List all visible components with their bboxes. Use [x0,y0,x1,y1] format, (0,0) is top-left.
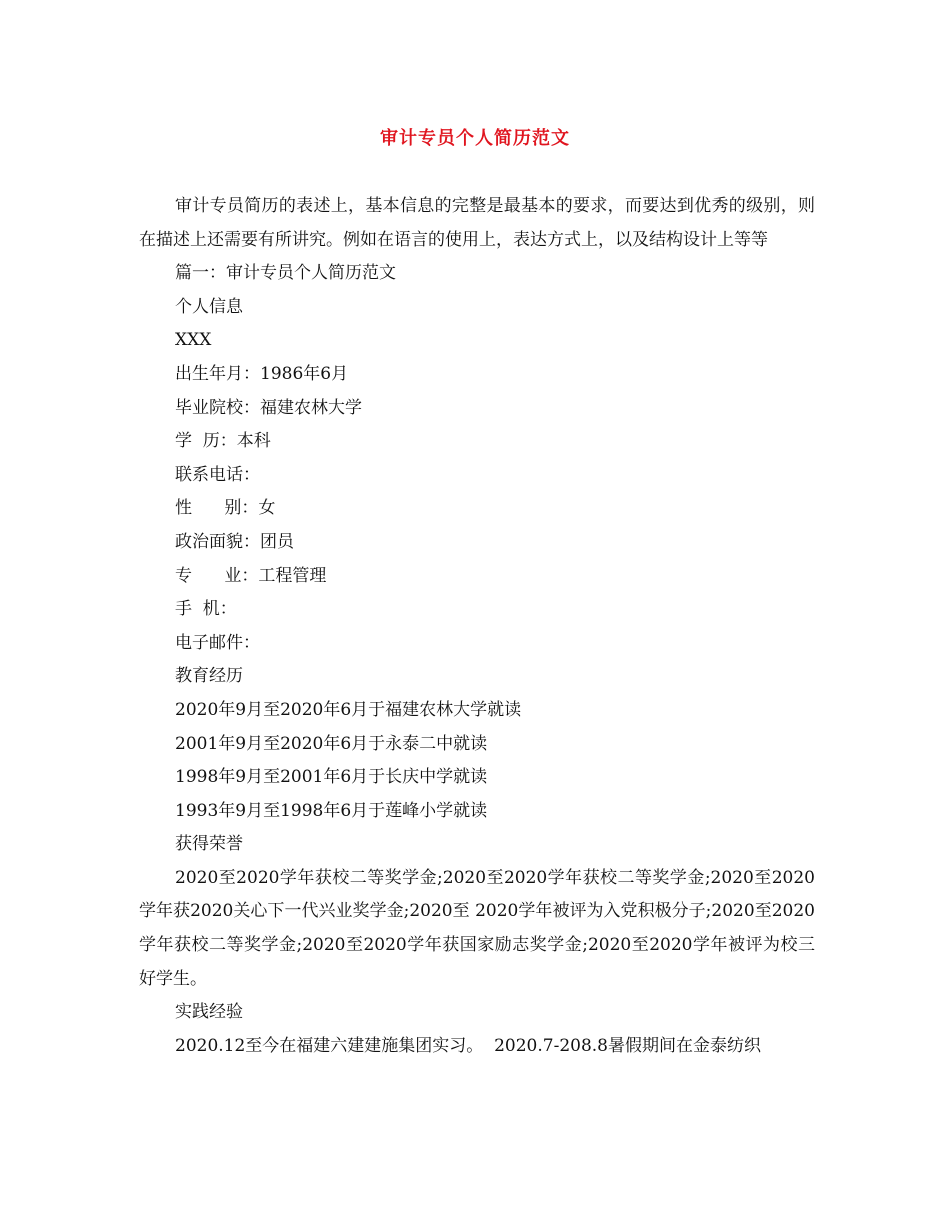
education-heading: 教育经历 [175,666,243,687]
personal-info-heading: 个人信息 [175,296,243,317]
name-line: XXX [175,330,212,351]
education-item: 2020年9月至2020年6月于福建农林大学就读 [175,699,522,720]
practice-paragraph: 2020.12至今在福建六建建施集团实习。 2020.7-208.8暑假期间在金泰纺织 [175,1035,762,1056]
honors-paragraph: 2020至2020学年获校二等奖学金;2020至2020学年获校二等奖学金;2020至2020学年获2020关心下一代兴业奖学金;2020至 2020学年被评为入党积极分子;2020至2020学年获校二等奖学金;2020至2020学年获国家励志奖学金;2020至2020学年被评为校三好学生。 [139,867,815,989]
degree-line: 学 历：本科 [175,431,271,452]
birth-line: 出生年月：1986年6月 [175,363,349,384]
mobile-line: 手 机： [175,599,237,620]
intro-paragraph: 审计专员简历的表述上，基本信息的完整是最基本的要求，而要达到优秀的级别，则在描述上还需要有所讲究。例如在语言的使用上，表达方式上，以及结构设计上等等 [139,196,815,250]
practice-heading: 实践经验 [175,1002,243,1023]
section-heading: 篇一：审计专员个人简历范文 [175,263,396,284]
political-line: 政治面貌：团员 [175,531,294,552]
honors-heading: 获得荣誉 [175,834,243,855]
major-line: 专 业：工程管理 [175,565,327,586]
education-item: 1993年9月至1998年6月于莲峰小学就读 [175,800,488,821]
school-line: 毕业院校：福建农林大学 [175,397,362,418]
education-item: 1998年9月至2001年6月于长庆中学就读 [175,767,488,788]
email-line: 电子邮件： [175,632,260,653]
gender-line: 性 别：女 [175,498,276,519]
document-title: 审计专员个人简历范文 [380,128,570,149]
education-item: 2001年9月至2020年6月于永泰二中就读 [175,733,488,754]
phone-line: 联系电话： [175,464,260,485]
document-body [139,190,815,1063]
